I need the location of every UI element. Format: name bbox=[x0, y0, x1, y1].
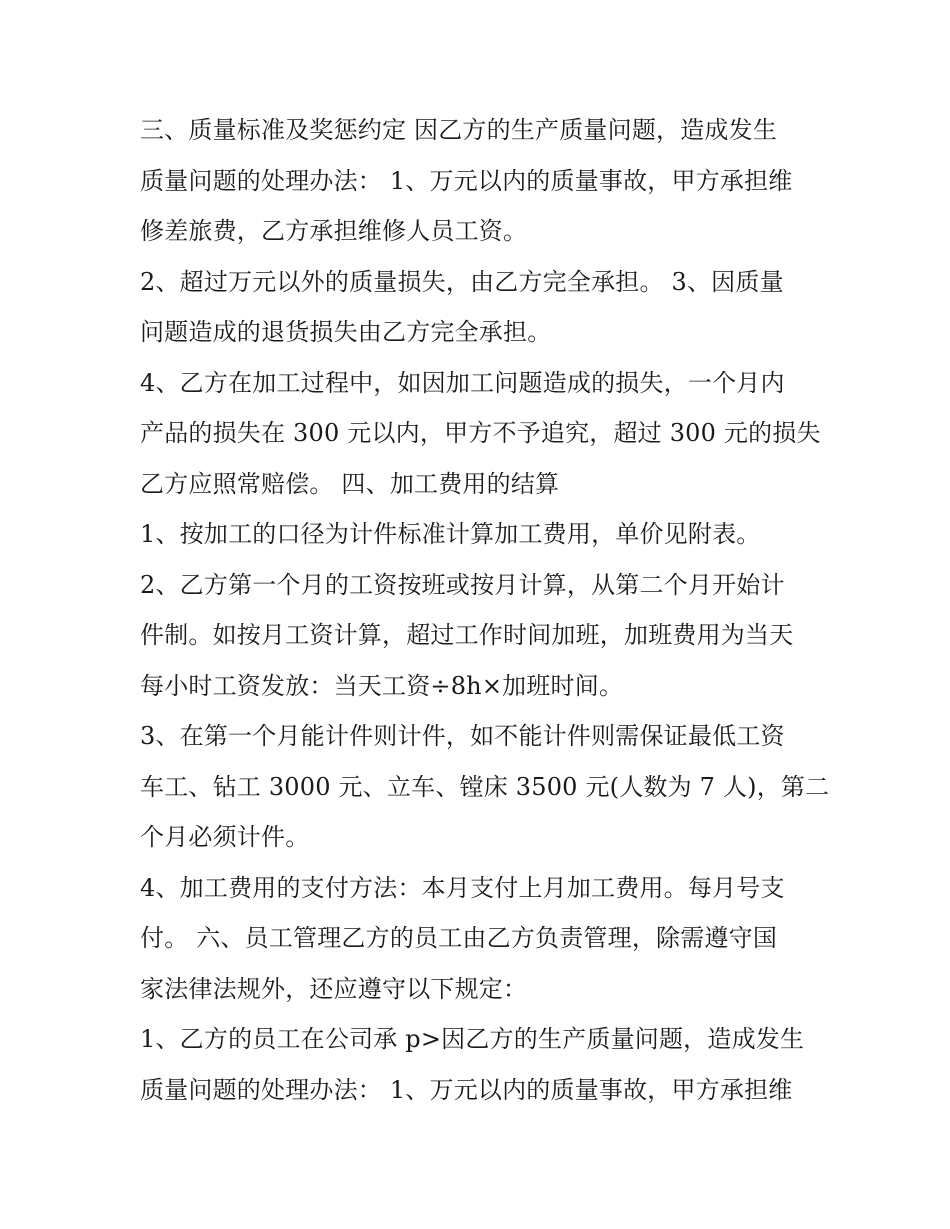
text-line: 3、在第一个月能计件则计件，如不能计件则需保证最低工资 bbox=[140, 722, 785, 750]
text-line: 2、超过万元以外的质量损失，由乙方完全承担。 3、因质量 bbox=[140, 267, 784, 296]
text-line: 质量问题的处理办法： 1、万元以内的质量事故，甲方承担维 bbox=[140, 166, 793, 195]
text-line: 乙方应照常赔偿。 四、加工费用的结算 bbox=[140, 469, 560, 498]
text-line: 个月必须计件。 bbox=[140, 823, 310, 851]
text-line: 产品的损失在 300 元以内，甲方不予追究，超过 300 元的损失 bbox=[140, 419, 821, 447]
text-line: 每小时工资发放：当天工资÷8h×加班时间。 bbox=[140, 671, 624, 700]
document-body bbox=[140, 105, 830, 1115]
text-line: 三、质量标准及奖惩约定 因乙方的生产质量问题，造成发生 bbox=[140, 116, 778, 144]
text-line: 2、乙方第一个月的工资按班或按月计算，从第二个月开始计 bbox=[140, 570, 785, 599]
text-line: 4、乙方在加工过程中，如因加工问题造成的损失，一个月内 bbox=[140, 368, 785, 397]
text-line: 车工、钻工 3000 元、立车、镗床 3500 元(人数为 7 人)，第二 bbox=[140, 772, 830, 801]
text-line: 问题造成的退货损失由乙方完全承担。 bbox=[140, 318, 552, 346]
text-line: 4、加工费用的支付方法：本月支付上月加工费用。每月号支 bbox=[140, 873, 785, 902]
text-line: 1、按加工的口径为计件标准计算加工费用，单价见附表。 bbox=[140, 520, 761, 548]
text-line: 付。 六、员工管理乙方的员工由乙方负责管理，除需遵守国 bbox=[140, 924, 778, 952]
text-line: 家法律法规外，还应遵守以下规定： bbox=[140, 974, 528, 1003]
text-line: 件制。如按月工资计算，超过工作时间加班，加班费用为当天 bbox=[140, 621, 794, 649]
text-line: 质量问题的处理办法： 1、万元以内的质量事故，甲方承担维 bbox=[140, 1075, 793, 1104]
text-line: 1、乙方的员工在公司承 p>因乙方的生产质量问题，造成发生 bbox=[140, 1025, 805, 1053]
text-line: 修差旅费，乙方承担维修人员工资。 bbox=[140, 217, 528, 245]
